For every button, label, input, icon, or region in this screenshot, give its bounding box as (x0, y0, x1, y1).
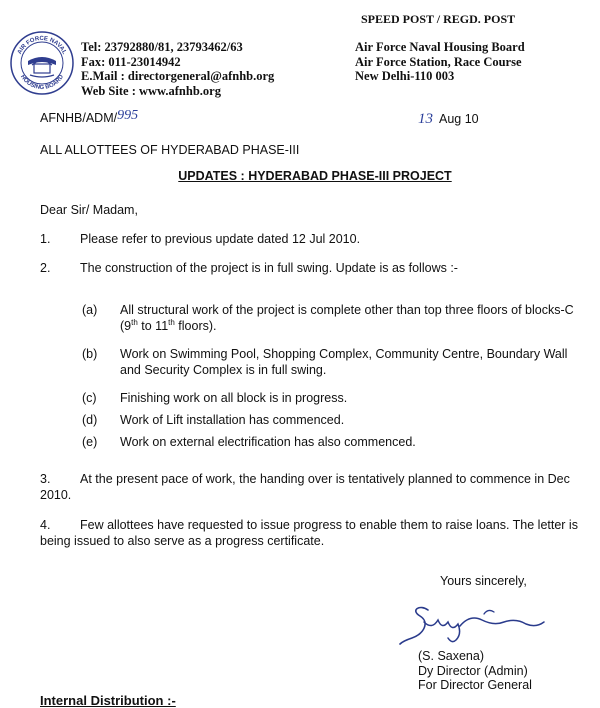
subject-text: UPDATES : HYDERABAD PHASE-III PROJECT (178, 169, 452, 183)
paragraph-3 (40, 471, 580, 503)
paragraph-4 (40, 517, 580, 549)
sub-item-b-text: Work on Swimming Pool, Shopping Complex, Community Centre, Boundary Wall and Security Complex is in full swing. (120, 347, 568, 377)
address-block (355, 40, 525, 84)
handwritten-reference-number: 995 (117, 108, 139, 123)
paragraph-4-text: Few allottees have requested to issue progress to enable them to raise loans. The letter is being issued to also serve as a progress certificate. (40, 518, 578, 548)
subject-line (0, 169, 600, 183)
signatory-block (418, 649, 532, 693)
handwritten-signature (398, 600, 548, 646)
address-line-3: New Delhi-110 003 (355, 69, 455, 83)
sub-item-c-number: (c) (82, 391, 97, 405)
handwritten-date-day: 13 (418, 111, 433, 127)
internal-distribution-heading: Internal Distribution :- (40, 693, 176, 708)
address-line-1: Air Force Naval Housing Board (355, 40, 525, 54)
fax: Fax: 011-23014942 (81, 54, 181, 69)
paragraph-4-number: 4. (40, 518, 51, 532)
salutation: Dear Sir/ Madam, (40, 203, 138, 217)
closing: Yours sincerely, (440, 574, 527, 588)
sub-item-e-number: (e) (82, 435, 98, 449)
sub-item-c-text: Finishing work on all block is in progress. (120, 391, 348, 405)
address-line-2: Air Force Station, Race Course (355, 54, 522, 69)
paragraph-2-text: The construction of the project is in full swing. Update is as follows :- (80, 261, 458, 275)
website: Web Site : www.afnhb.org (81, 83, 221, 98)
logo-top-text: AIR FORCE NAVAL (16, 35, 68, 56)
signatory-designation: Dy Director (Admin) (418, 663, 528, 678)
afnhb-logo (10, 31, 74, 95)
paragraph-3-number: 3. (40, 472, 51, 486)
date-month-year: Aug 10 (439, 112, 479, 126)
signatory-for: For Director General (418, 678, 532, 692)
sub-item-a-text: All structural work of the project is complete other than top three floors of blocks-C (9th to 11th floors). (120, 303, 574, 333)
sub-item-a-number: (a) (82, 303, 98, 317)
letter-date (418, 111, 479, 128)
sub-item-e-text: Work on external electrification has also commenced. (120, 435, 416, 449)
signatory-name: (S. Saxena) (418, 649, 485, 663)
paragraph-2-number: 2. (40, 261, 51, 275)
recipients: ALL ALLOTTEES OF HYDERABAD PHASE-III (40, 143, 300, 157)
paragraph-3-text: At the present pace of work, the handing over is tentatively planned to commence in Dec 2010. (40, 472, 570, 502)
sub-item-b-number: (b) (82, 347, 98, 361)
sub-item-d-number: (d) (82, 413, 98, 427)
paragraph-1-text: Please refer to previous update dated 12 Jul 2010. (80, 232, 361, 246)
paragraph-1-number: 1. (40, 232, 51, 246)
sub-item-d-text: Work of Lift installation has commenced. (120, 413, 345, 427)
reference-prefix: AFNHB/ADM/ (40, 111, 118, 125)
telephone: Tel: 23792880/81, 23793462/63 (81, 40, 243, 54)
email: E.Mail : directorgeneral@afnhb.org (81, 69, 275, 83)
contact-block (81, 40, 274, 98)
speed-post-label: SPEED POST / REGD. POST (361, 12, 516, 26)
reference-number (40, 108, 139, 127)
logo-bottom-text: HOUSING BOARD (18, 74, 66, 92)
